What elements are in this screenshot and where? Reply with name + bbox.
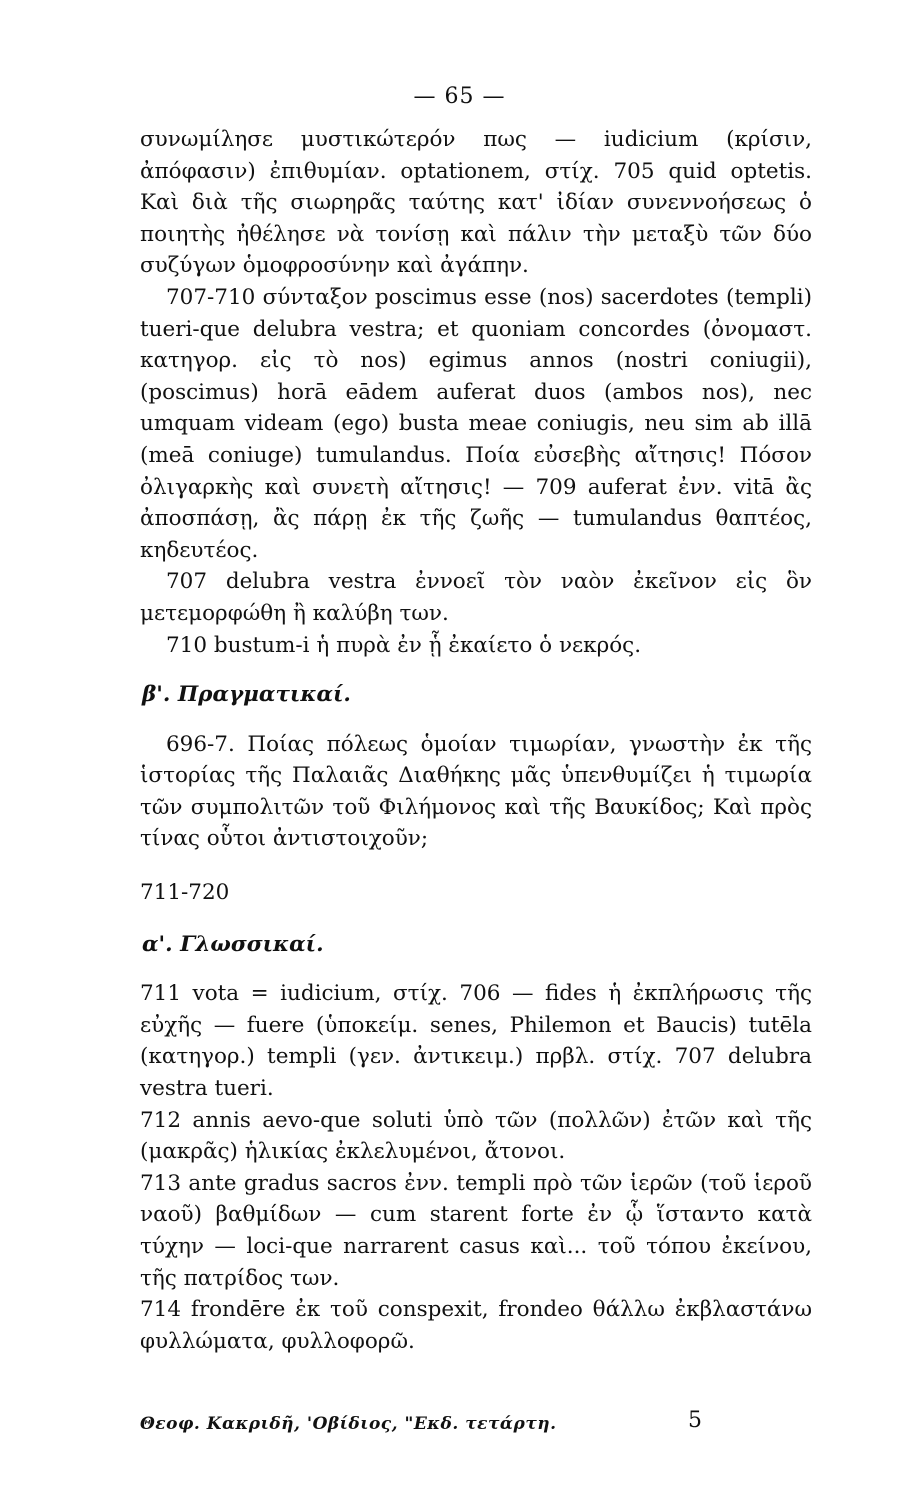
- page-number: — 65 —: [413, 84, 506, 109]
- section-range: 711-720: [140, 880, 230, 906]
- paragraph-note-707: 707 delubra vestra ἐννοεῖ τὸν ναὸν ἐκεῖνον εἰς ὃν μετεμορφώθη ἢ καλύβη των.: [140, 569, 812, 626]
- paragraph-note-710: 710 bustum-i ἡ πυρὰ ἐν ᾗ ἐκαίετο ὁ νεκρός.: [166, 632, 642, 658]
- note-712: 712 annis aevo-que soluti ὑπὸ τῶν (πολλῶν) ἐτῶν καὶ τῆς (μακρᾶς) ἡλικίας ἐκλελυμένοι, ἄτονοι.: [140, 1107, 812, 1165]
- signature-mark: 5: [688, 1408, 702, 1433]
- paragraph-syntax-707-710: 707-710 σύνταξον poscimus esse (nos) sacerdotes (templi) tueri-que delubra vestra; et quoniam concordes (ὀνομαστ. κατηγορ. εἰς τὸ nos) egimus annos (nostri coniugii), (poscimus) horā eādem auferat duos (ambos nos), nec umquam videam (ego) busta meae coniugis, neu sim ab illā (meā coniuge) tumulandus. Ποία εὐσεβὴς αἴτησις! Πόσον ὀλιγαρκὴς καὶ συνετὴ αἴτησις! — 709 auferat ἐνν. vitā ἂς ἀποσπάσῃ, ἂς πάρῃ ἐκ τῆς ζωῆς — tumulandus θαπτέος, κηδευτέος.: [140, 284, 812, 563]
- note-713: 713 ante gradus sacros ἐνν. templi πρὸ τῶν ἱερῶν (τοῦ ἱεροῦ ναοῦ) βαθμίδων — cum starent forte ἐν ᾧ ἵσταντο κατὰ τύχην — loci-que narrarent casus καὶ... τοῦ τόπου ἐκείνου, τῆς πατρίδος των.: [140, 1170, 812, 1291]
- note-711: 711 vota = iudicium, στίχ. 706 — fides ἡ ἐκπλήρωσις τῆς εὐχῆς — fuere (ὑποκείμ. senes, Philemon et Baucis) tutēla (κατηγορ.) templi (γεν. ἀντικειμ.) πρβλ. στίχ. 707 delubra vestra tueri.: [140, 981, 812, 1102]
- body-text: [140, 124, 812, 1357]
- paragraph-question-696-7: 696-7. Ποίας πόλεως ὁμοίαν τιμωρίαν, γνωστὴν ἐκ τῆς ἱστορίας τῆς Παλαιᾶς Διαθήκης μᾶς ὑπενθυμίζει ἡ τιμωρία τῶν συμπολιτῶν τοῦ Φιλήμονος καὶ τῆς Βαυκίδος; Καὶ πρὸς τίνας οὗτοι ἀντιστοιχοῦν;: [140, 731, 812, 852]
- footer-imprint: Θεοφ. Κακριδῆ, 'Οβίδιος, "Εκδ. τετάρτη.: [140, 1414, 557, 1434]
- heading-pragmatikai: β'. Πραγματικαί.: [142, 682, 351, 708]
- heading-glossikai: α'. Γλωσσικαί.: [142, 931, 324, 957]
- note-714: 714 frondēre ἐκ τοῦ conspexit, frondeo θάλλω ἐκβλαστάνω φυλλώματα, φυλλοφορῶ.: [140, 1297, 812, 1354]
- paragraph-continuation: συνωμίλησε μυστικώτερόν πως — iudicium (κρίσιν, ἀπόφασιν) ἐπιθυμίαν. optationem, στίχ. 705 quid optetis. Καὶ διὰ τῆς σιωρηρᾶς ταύτης κατ' ἰδίαν συνεννοήσεως ὁ ποιητὴς ἠθέλησε νὰ τονίσῃ καὶ πάλιν τὴν μεταξὺ τῶν δύο συζύγων ὁμοφροσύνην καὶ ἀγάπην.: [140, 127, 812, 279]
